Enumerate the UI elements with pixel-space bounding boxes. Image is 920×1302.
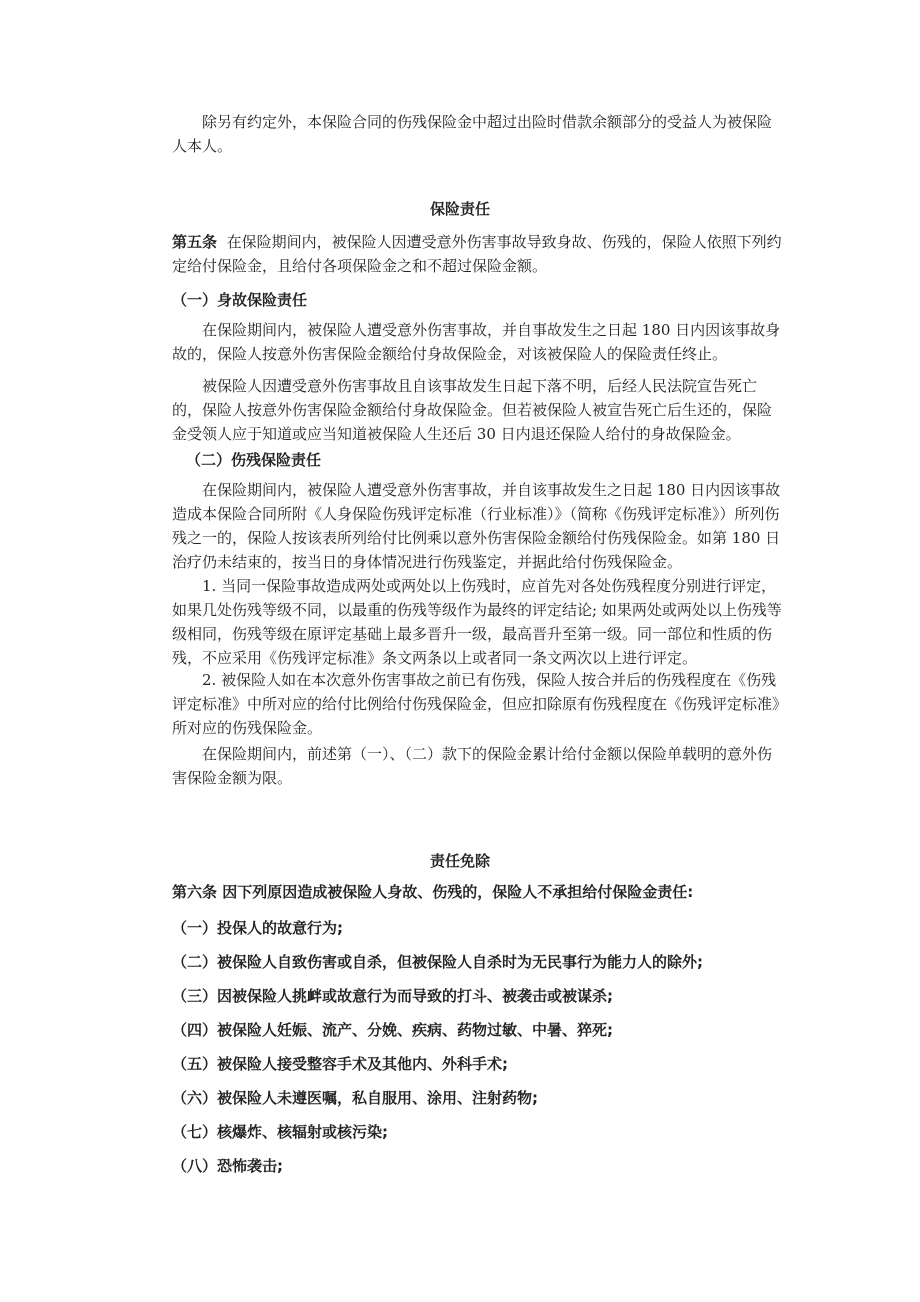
disability-paragraph-1: 在保险期间内，被保险人遭受意外伤害事故，并自该事故发生之日起 180 日内因该事故造成本保险合同所附《人身保险伤残评定标准（行业标准）》（简称《伤残评定标准》）所列伤残之一的，保险人按该表所列给付比例乘以意外伤害保险金额给付伤残保险金。如第 180 日治疗仍未结束的，按当日的身体情况进行伤残鉴定，并据此给付伤残保险金。	[172, 481, 781, 571]
exclusion-item: （三）因被保险人挑衅或故意行为而导致的打斗、被袭击或被谋杀;	[172, 987, 614, 1005]
section-title-exclusion: 责任免除	[429, 852, 490, 870]
section-title-liability: 保险责任	[429, 200, 490, 218]
article-6: 第六条 因下列原因造成被保险人身故、伤残的，保险人不承担给付保险金责任:	[172, 883, 694, 901]
death-liability-heading: （一）身故保险责任	[172, 291, 308, 309]
exclusion-item: （五）被保险人接受整容手术及其他内、外科手术;	[172, 1055, 509, 1073]
article-5	[172, 230, 782, 278]
exclusion-item: （七）核爆炸、核辐射或核污染;	[172, 1123, 389, 1141]
liability-closing-paragraph: 在保险期间内，前述第（一）、（二）款下的保险金累计给付金额以保险单载明的意外伤害保险金额为限。	[172, 745, 773, 787]
article-5-text: 在保险期间内，被保险人因遭受意外伤害事故导致身故、伤残的，保险人依照下列约定给付保险金，且给付各项保险金之和不超过保险金额。	[172, 233, 782, 275]
intro-paragraph: 除另有约定外，本保险合同的伤残保险金中超过出险时借款余额部分的受益人为被保险人本人。	[172, 113, 773, 155]
disability-paragraph-2: 1. 当同一保险事故造成两处或两处以上伤残时，应首先对各处伤残程度分别进行评定，如果几处伤残等级不同，以最重的伤残等级作为最终的评定结论; 如果两处或两处以上伤残等级相同，伤残等级在原评定基础上最多晋升一级，最高晋升至第一级。同一部位和性质的伤残，不应采用《伤残评定标准》条文两条以上或者同一条文两次以上进行评定。	[172, 577, 782, 667]
article-5-label: 第五条	[172, 233, 218, 251]
death-paragraph-2: 被保险人因遭受意外伤害事故且自该事故发生日起下落不明，后经人民法院宣告死亡的，保险人按意外伤害保险金额给付身故保险金。但若被保险人被宣告死亡后生还的，保险金受领人应于知道或应当知道被保险人生还后 30 日内退还保险人给付的身故保险金。	[172, 377, 773, 443]
disability-liability-heading: （二）伤残保险责任	[186, 451, 322, 469]
disability-paragraph-3: 2. 被保险人如在本次意外伤害事故之前已有伤残，保险人按合并后的伤残程度在《伤残评定标准》中所对应的给付比例给付伤残保险金，但应扣除原有伤残程度在《伤残评定标准》所对应的伤残保险金。	[172, 671, 780, 737]
exclusion-item: （四）被保险人妊娠、流产、分娩、疾病、药物过敏、中暑、猝死;	[172, 1021, 614, 1039]
exclusion-item: （一）投保人的故意行为;	[172, 919, 343, 937]
exclusion-item: （八）恐怖袭击;	[172, 1157, 283, 1175]
exclusion-item: （六）被保险人未遵医嘱，私自服用、涂用、注射药物;	[172, 1089, 539, 1107]
death-paragraph-1: 在保险期间内，被保险人遭受意外伤害事故，并自事故发生之日起 180 日内因该事故身故的，保险人按意外伤害保险金额给付身故保险金，对该被保险人的保险责任终止。	[172, 321, 781, 363]
exclusion-item: （二）被保险人自致伤害或自杀，但被保险人自杀时为无民事行为能力人的除外;	[172, 953, 704, 971]
